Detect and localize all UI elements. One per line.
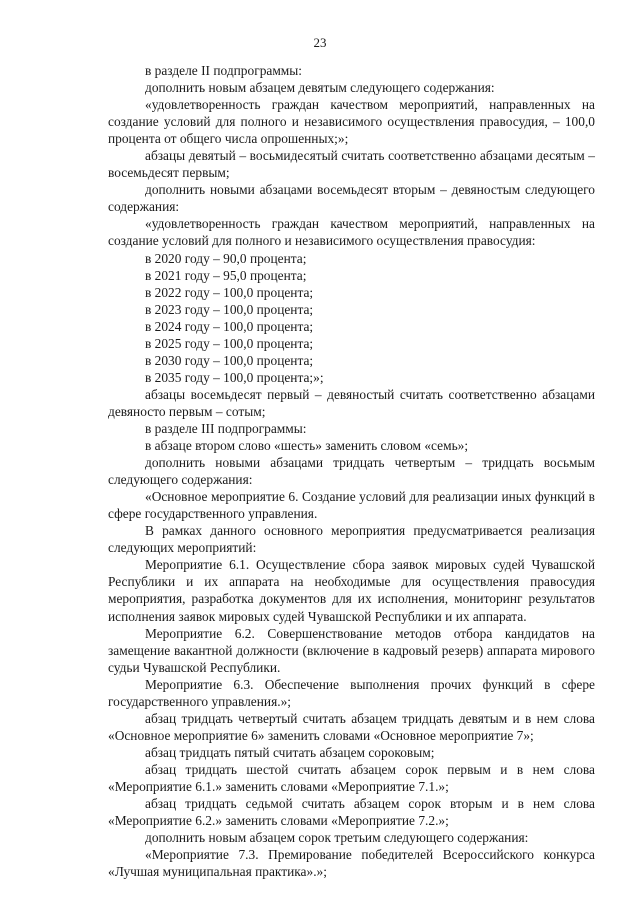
paragraph: в 2023 году – 100,0 процента;: [145, 301, 314, 317]
paragraph: в 2020 году – 90,0 процента;: [145, 250, 307, 266]
paragraph: в 2022 году – 100,0 процента;: [145, 284, 314, 300]
page-number: 23: [313, 35, 327, 50]
paragraph: абзац тридцать шестой считать абзацем сорок первым и в нем слова «Мероприятие 6.1.» заменить словами «Мероприятие 7.1.»;: [108, 761, 595, 794]
paragraph: дополнить новым абзацем девятым следующего содержания:: [145, 80, 495, 96]
paragraph: в 2021 году – 95,0 процента;: [145, 267, 307, 283]
paragraph: абзацы девятый – восьмидесятый считать соответственно абзацами десятым – восемьдесят первым;: [108, 148, 595, 181]
paragraph: абзац тридцать пятый считать абзацем сороковым;: [145, 744, 435, 760]
paragraph: абзац тридцать четвертый считать абзацем тридцать девятым и в нем слова «Основное мероприятие 6» заменить словами «Основное мероприятие 7»;: [108, 710, 595, 743]
paragraph: «удовлетворенность граждан качеством мероприятий, направленных на создание условий для полного и независимого осуществления правосудия:: [108, 216, 595, 249]
paragraph: «Мероприятие 7.3. Премирование победителей Всероссийского конкурса «Лучшая муниципальная практика».»;: [108, 847, 595, 880]
paragraph: в разделе II подпрограммы:: [145, 63, 302, 78]
paragraph: в разделе III подпрограммы:: [145, 420, 307, 436]
paragraph: в 2024 году – 100,0 процента;: [145, 318, 314, 334]
paragraph: абзац тридцать седьмой считать абзацем сорок вторым и в нем слова «Мероприятие 6.2.» заменить словами «Мероприятие 7.2.»;: [108, 796, 595, 829]
paragraph: «Основное мероприятие 6. Создание условий для реализации иных функций в сфере государственного управления.: [108, 489, 595, 522]
paragraph: дополнить новым абзацем сорок третьим следующего содержания:: [145, 830, 529, 846]
paragraph: Мероприятие 6.2. Совершенствование методов отбора кандидатов на замещение вакантной должности (включение в кадровый резерв) аппарата мирового судьи Чувашской Республики.: [108, 625, 595, 675]
paragraph: в 2025 году – 100,0 процента;: [145, 335, 314, 351]
paragraph: «удовлетворенность граждан качеством мероприятий, направленных на создание условий для полного и независимого осуществления правосудия, – 100,0 процента от общего числа опрошенных;»;: [108, 97, 595, 147]
paragraph: Мероприятие 6.1. Осуществление сбора заявок мировых судей Чувашской Республики и их аппарата на необходимые для осуществления правосудия мероприятия, разработка документов для их исполнения, мониторинг результатов исполнения заявок мировых судей Чувашской Республики и их аппарата.: [108, 557, 595, 624]
document-body: [108, 62, 595, 880]
paragraph: абзацы восемьдесят первый – девяностый считать соответственно абзацами девяносто первым – сотым;: [108, 386, 595, 419]
paragraph: дополнить новыми абзацами восемьдесят вторым – девяностым следующего содержания:: [108, 182, 595, 215]
paragraph: В рамках данного основного мероприятия предусматривается реализация следующих мероприятий:: [108, 523, 595, 556]
paragraph: дополнить новыми абзацами тридцать четвертым – тридцать восьмым следующего содержания:: [108, 455, 595, 488]
paragraph: Мероприятие 6.3. Обеспечение выполнения прочих функций в сфере государственного управления.»;: [108, 676, 595, 709]
paragraph: в 2030 году – 100,0 процента;: [145, 352, 314, 368]
paragraph: в абзаце втором слово «шесть» заменить словом «семь»;: [145, 438, 469, 454]
paragraph: в 2035 году – 100,0 процента;»;: [145, 369, 324, 385]
